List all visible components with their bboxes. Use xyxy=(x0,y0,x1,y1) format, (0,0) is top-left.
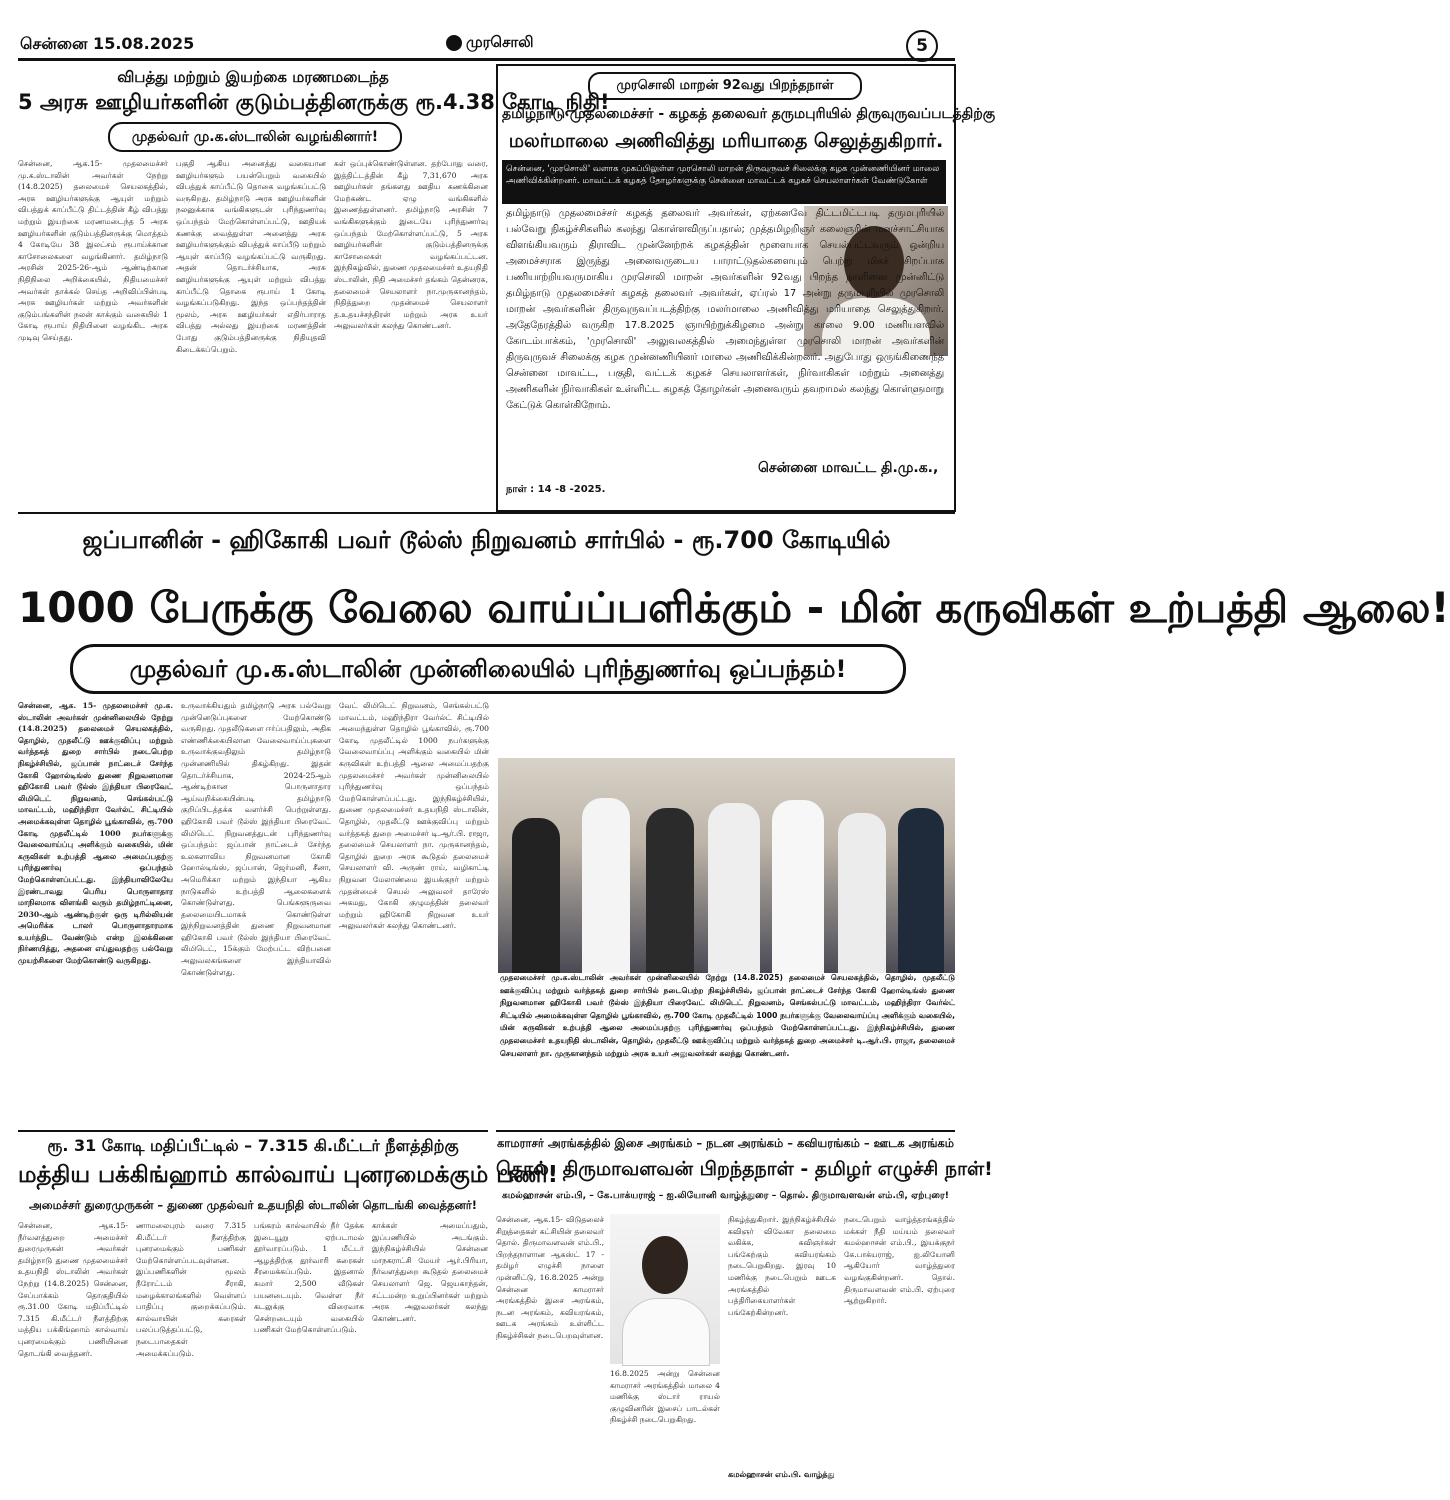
story-kicker: காமராசர் அரங்கத்தில் இசை அரங்கம் – நடன அரங்கம் – கவியரங்கம் – ஊடக அரங்கம் xyxy=(496,1136,955,1150)
story-maran-birthday xyxy=(496,64,996,512)
masthead-rule xyxy=(18,58,955,61)
thirumavalavan-photo xyxy=(610,1214,720,1364)
person-7 xyxy=(898,808,944,973)
paper-logo xyxy=(446,33,534,53)
section-rule xyxy=(18,512,955,514)
masthead xyxy=(0,0,972,58)
story-headline: மத்திய பக்கிங்ஹாம் கால்வாய் புனரமைக்கும் பணி! xyxy=(18,1162,559,1188)
kicker-box xyxy=(588,72,862,100)
portrait-face xyxy=(642,1236,688,1294)
story-kicker: ரூ. 31 கோடி மதிப்பீட்டில் – 7.315 கி.மீட்டர் நீளத்திற்கு xyxy=(47,1136,459,1155)
body-col-1: சென்னை, ஆக.15- நீர்வளத்துறை அமைச்சர் துரைமுருகன் அவர்கள் தமிழ்நாடு துணை முதலமைச்சர் உதயநிதி ஸ்டாலின் அவர்கள் நேற்று (14.8.2025) சென்னை, சேப்பாக்கம் தொகுதியில் ரூ.31.00 கோடி மதிப்பீட்டில் 7.315 கி.மீட்டர் நீளத்திற்கு மத்திய பக்கிங்ஹாம் கால்வாய் புனரமைக்கும் பணியினை தொடங்கி வைத்தனர். xyxy=(18,1221,128,1358)
notice-date: நாள் : 14 -8 -2025. xyxy=(506,484,606,495)
story-subhead: கமல்ஹாசன் எம்.பி, – கே.பாக்யராஜ் – ஐ.லியோனி வாழ்த்துரை – தொல். திருமாவளவன் எம்.பி, ஏற்புரை! xyxy=(502,1190,949,1201)
photo-caption: 16.8.2025 அன்று சென்னை காமராசர் அரங்கத்தில் மாலை 4 மணிக்கு ஸ்டார் ராயல் குழுவினரின் இசைப் பாடல்கள் நிகழ்ச்சி நடைபெறுகிறது. xyxy=(610,1369,720,1425)
person-3 xyxy=(646,808,694,973)
notice-body: தமிழ்நாடு முதலமைச்சர் கழகத் தலைவர் அவர்கள், ஏற்கனவே திட்டமிட்டபடி தருமபுரியில் பல்வேறு நிகழ்ச்சிகளில் கலந்து கொள்ளவிருப்பதால்; முத்தமிழறிஞர் கலைஞரின் மனச்சாட்சியாக விளங்கியவரும் திராவிட முன்னேற்றக் கழகத்தின் மூளையாக செயல்பட்டவரும் ஒன்றிய அமைச்சராக இருந்து அனைவருடைய பாராட்டுதல்களையும் பெற்று மிகச் சிறப்பாக பணியாற்றியவருமாகிய முரசொலி மாறன் அவர்களின் 92வது பிறந்த நாளினை முன்னிட்டு தமிழ்நாடு முதலமைச்சர் கழகத் தலைவர் அவர்கள், ஏப்ரல் 17 அன்று தருமபுரியில் முரசொலி மாறன் அவர்களின் திருவுருவப்படத்திற்கு மலர்மாலை அணிவித்து மரியாதை செலுத்துகிறார். அதேநேரத்தில் வருகிற 17.8.2025 ஞாயிற்றுக்கிழமை அன்று காலை 9.00 மணியளவில் கோடம்பாக்கம், 'முரசொலி' அலுவலகத்தில் அமைந்துள்ள முரசொலி மாறன் அவர்களின் திருவுருவச் சிலைக்கு கழக முன்னணியினர் மாலை அணிவிக்கின்றனர். அதுபோது ஒருங்கிணைந்த சென்னை மாவட்ட, பகுதி, வட்டக் கழகச் செயலாளர்கள், நிர்வாகிகள் மற்றும் அனைத்து அணிகளின் நிர்வாகிகள் உள்ளிட்ட கழகத் தோழர்கள் அனைவரும் தவறாமல் கலந்து கொள்ளுமாறு கேட்டுக் கொள்கிறோம். xyxy=(506,208,944,411)
story-subhead: முதல்வர் மு.க.ஸ்டாலின் வழங்கினார்! xyxy=(131,129,379,145)
person-1 xyxy=(512,818,560,973)
person-4 xyxy=(708,803,760,973)
person-2 xyxy=(582,798,630,973)
body-col-3: வேட் லிமிடெட் நிறுவனம், செங்கல்பட்டு மாவட்டம், மஹிந்திரா வேர்ல்ட் சிட்டியில் அமைந்துள்ள தொழில் பூங்காவில், ரூ.700 கோடி முதலீட்டில் 1000 நபர்களுக்கு வேலைவாய்ப்பு அளிக்கும் வகையில் மின் கருவிகள் உற்பத்தி ஆலை அமைப்பதற்கு முதலமைச்சர் அவர்கள் முன்னிலையில் புரிந்துணர்வு ஒப்பந்தம் மேற்கொள்ளப்பட்டது. இந்நிகழ்ச்சியில், துணை முதலமைச்சர் உதயநிதி ஸ்டாலின், தொழில், முதலீட்டு ஊக்குவிப்பு மற்றும் வர்த்தகத் துறை அமைச்சர் டி.ஆர்.பி. ராஜா, தலைமைச் செயலாளர் நா. முருகானந்தம், தொழில் துறை அரசு கூடுதல் தலைமைச் செயலாளர் வி. அருண் ராய், வழிகாட்டி நிறுவன மேலாண்மை இயக்குநர் மற்றும் முதன்மைச் செயல் அலுவலர் தாரேஸ் அகமது, கோகி குழுமத்தின் தலைவர் மற்றும் ஹிகோகி நிறுவன உயர் அலுவலர்கள் கலந்து கொண்டனர். xyxy=(339,701,489,931)
story-thirumavalavan-birthday xyxy=(496,1134,993,1494)
story-headline: 1000 பேருக்கு வேலை வாய்ப்பளிக்கும் - மின் கருவிகள் உற்பத்தி ஆலை! xyxy=(18,583,1450,632)
body-col-4: நடைபெறும் வாழ்த்தரங்கத்தில் மக்கள் நீதி மய்யம் தலைவர் கமல்ஹாசன் எம்.பி., இயக்குநர் கே.பாக்யராஜ், ஐ.லியோனி ஆகியோர் வாழ்த்துரை வழங்குகின்றனர். தொல். திருமாவளவன் எம்.பி. ஏற்புரை ஆற்றுகிறார். xyxy=(844,1215,955,1306)
person-6 xyxy=(838,813,886,973)
story-headline: 5 அரசு ஊழியர்களின் குடும்பத்தினருக்கு ரூ.4.38 கோடி நிதி! xyxy=(18,90,610,114)
body-col-1: சென்னை, ஆக.15- விடுதலைச் சிறுத்தைகள் கட்சியின் தலைவர் தொல். திருமாவளவன் எம்.பி., பிறந்தநாளான ஆகஸ்ட் 17 - தமிழர் எழுச்சி நாளை முன்னிட்டு, 16.8.2025 அன்று சென்னை காமராசர் அரங்கத்தில் இசை அரங்கம், நடன அரங்கம், கவியரங்கம், ஊடக அரங்கம் உள்ளிட்ட நிகழ்ச்சிகள் நடைபெறவுள்ளன. xyxy=(496,1215,604,1340)
person-5 xyxy=(772,800,824,973)
masthead-date: சென்னை 15.08.2025 xyxy=(20,34,195,53)
section-rule-lower-right xyxy=(496,1130,955,1132)
mou-signing-photo xyxy=(498,758,955,973)
story-kicker: விபத்து மற்றும் இயற்கை மரணமடைந்த xyxy=(117,68,389,86)
body-col-2: ணாமலைபுரம் வரை 7.315 கி.மீட்டர் நீளத்திற்கு புனரமைக்கும் பணிகள் மேற்கொள்ளப்படவுள்ளன. இப்பணிகளின் மூலம் நீரோட்டம் சீராகி, மழைக்காலங்களில் வெள்ளப் பாதிப்பு குறைக்கப்படும். கால்வாயின் கரைகள் பலப்படுத்தப்பட்டு, நடைபாதைகள் அமைக்கப்படும். xyxy=(136,1221,246,1358)
portrait-shirt xyxy=(622,1298,710,1366)
mini-caption: கமல்ஹாசன் எம்.பி. வாழ்த்து xyxy=(728,1470,835,1479)
body-col-4: காக்கள் அமைப்பதும், இப்பணியில் அடங்கும். இந்நிகழ்ச்சியில் சென்னை மாநகராட்சி மேயர் ஆர்.பிரியா, நீர்வளத்துறை கூடுதல் தலைமைச் செயலாளர் ஜெ. ஜெயகாந்தன், சட்டமன்ற உறுப்பினர்கள் மற்றும் அரசு அலுவலர்கள் கலந்து கொண்டனர். xyxy=(372,1221,488,1323)
story-subhead: அமைச்சர் துரைமுருகன் – துணை முதல்வர் உதயநிதி ஸ்டாலின் தொடங்கி வைத்தனர்! xyxy=(29,1198,477,1212)
paper-name: முரசொலி xyxy=(466,33,534,51)
notice-banner: சென்னை, 'முரசொலி' வளாக முகப்பிலுள்ள முரசொலி மாறன் திருவுருவச் சிலைக்கு கழக முன்னணியினர் மாலை அணிவிக்கின்றனர். மாவட்டக் கழகத் தோழர்களுக்கு சென்னை மாவட்டக் கழகச் செயலாளர்கள் வேண்டுகோள் xyxy=(502,160,946,204)
story-kicker: ஜப்பானின் - ஹிகோகி பவர் டூல்ஸ் நிறுவனம் சார்பில் - ரூ.700 கோடியில் xyxy=(82,526,891,554)
section-rule-lower-left xyxy=(18,1130,488,1132)
notice-signature: சென்னை மாவட்ட தி.மு.க., xyxy=(758,460,939,476)
story-kicker: முரசொலி மாறன் 92வது பிறந்தநாள் xyxy=(616,78,834,93)
body-col-1: சென்னை, ஆக. 15- முதலமைச்சர் மு.க. ஸ்டாலின் அவர்கள் முன்னிலையில் நேற்று (14.8.2025) தலைமைச் செயலகத்தில், தொழில், முதலீட்டு ஊக்குவிப்பு மற்றும் வர்த்தகத் துறை சார்பில் நடைபெற்ற நிகழ்ச்சியில், ஜப்பான் நாட்டைச் சேர்ந்த கோகி ஹோல்டிங்ஸ் துணை நிறுவனமான ஹிகோகி பவர் டூல்ஸ் இந்தியா பிரைவேட் லிமிடெட் நிறுவனம், செங்கல்பட்டு மாவட்டம், மஹிந்திரா வேர்ல்ட் சிட்டியில் அமைக்கவுள்ள தொழில் பூங்காவில், ரூ.700 கோடி முதலீட்டில் 1000 நபர்களுக்கு வேலைவாய்ப்பு அளிக்கும் வகையில், மின் கருவிகள் உற்பத்தி ஆலை அமைப்பதற்கு புரிந்துணர்வு ஒப்பந்தம் மேற்கொள்ளப்பட்டது. இந்தியாவிலேயே இரண்டாவது பெரிய பொருளாதார மாநிலமாக விளங்கி வரும் தமிழ்நாட்டினை, 2030-ஆம் ஆண்டிற்குள் ஒரு டிரில்லியன் அமெரிக்க டாலர் பொருளாதாரமாக உயர்த்திட வேண்டும் என்ற இலக்கினை நிர்ணயித்து, அதனை எய்துவதற்கு பல்வேறு முயற்சிகளை மேற்கொண்டு வருகிறது. xyxy=(18,701,173,966)
body-col-1: சென்னை, ஆக.15- முதலமைச்சர் மு.க.ஸ்டாலின் அவர்கள் நேற்று (14.8.2025) தலைமைச் செயலகத்தில், அரசு ஊழியர்களுக்கு ஆயுள் மற்றும் விபத்துக் காப்பீட்டு திட்டத்தின் கீழ் விபத்து மற்றும் இயற்கை மரணமடைந்த 5 அரசு ஊழியர்களின் குடும்பத்தினருக்கு மொத்தம் 4 கோடியே 38 இலட்சம் ரூபாய்க்கான காசோலைகளை வழங்கினார். தமிழ்நாடு அரசின் 2025-26-ஆம் ஆண்டிற்கான நிதிநிலை அறிக்கையில், நிதியமைச்சர் அவர்கள் தாக்கல் செய்த அறிவிப்பின்படி அரசு ஊழியர்கள் மற்றும் அவர்களின் குடும்பங்களின் நலன் காக்கும் வகையில் 1 கோடி ரூபாய் நிதியினை வழங்கிட அரசு முடிவு செய்தது. xyxy=(18,159,168,342)
body-col-3: பங்கரம் கால்வாயில் நீர் தேக்க இடையூறு ஏற்படாமல் தூர்வாரப்படும். 1 மீட்டர் ஆழத்திற்கு தூர்வாரி கரைகள் சீரமைக்கப்படும். இதனால் சுமார் 2,500 வீடுகள் பயனடையும். வெள்ள நீர் கடலுக்கு விரைவாக சென்றடையும் வகையில் பணிகள் மேற்கொள்ளப்படும். xyxy=(254,1221,364,1335)
body-col-2: உருவாக்கியதும் தமிழ்நாடு அரசு பல்வேறு முன்னெடுப்புகளை மேற்கொண்டு வருகிறது. முதலீடுகளை ஈர்ப்பதிலும், அதிக எண்ணிக்கையிலான வேலைவாய்ப்புகளை உருவாக்குவதிலும் தமிழ்நாடு முன்னணியில் திகழ்கிறது. இதன் தொடர்ச்சியாக, 2024-25ஆம் ஆண்டிற்கான பொருளாதார ஆய்வறிக்கையின்படி தமிழ்நாடு குறிப்பிடத்தக்க வளர்ச்சி பெற்றுள்ளது. ஹிகோகி பவர் டூல்ஸ் இந்தியா பிரைவேட் லிமிடெட் நிறுவனத்துடன் புரிந்துணர்வு ஒப்பந்தம்: ஜப்பான் நாட்டைச் சேர்ந்த உலகளாவிய நிறுவனமான கோகி ஹோல்டிங்ஸ், ஜப்பான், ஜெர்மனி, சீனா, அமெரிக்கா மற்றும் இந்தியா ஆகிய நாடுகளில் உற்பத்தி ஆலைகளைக் கொண்டுள்ளது. பெங்களூருவை தலைமையிடமாகக் கொண்டுள்ள இந்நிறுவனத்தின் துணை நிறுவனமான ஹிகோகி பவர் டூல்ஸ் இந்தியா பிரைவேட் லிமிடெட், 15க்கும் மேற்பட்ட விற்பனை அலுவலகங்களை இந்தியாவில் கொண்டுள்ளது. xyxy=(181,701,332,977)
sun-logo-icon xyxy=(446,35,462,51)
story-subhead: முதல்வர் மு.க.ஸ்டாலின் முன்னிலையில் புரிந்துணர்வு ஒப்பந்தம்! xyxy=(129,655,847,683)
page-number: 5 xyxy=(906,30,938,62)
subhead-box xyxy=(108,122,402,152)
story-headline: தொல். திருமாவளவன் பிறந்தநாள் - தமிழர் எழுச்சி நாள்! xyxy=(496,1158,993,1180)
story-headline-line1: தமிழ்நாடு முதலமைச்சர் - கழகத் தலைவர் தருமபுரியில் திருவுருவப்படத்திற்கு xyxy=(502,106,996,122)
body-col-2: பகுதி ஆகிய அனைத்து வகையான ஊழியர்களும் பயன்பெறும் வகையில் விபத்துக் காப்பீட்டு தொகை வழங்கப்பட்டு வருகிறது. தமிழ்நாடு அரசு ஊழியர்களின் நலனுக்காக வங்கிகளுடன் புரிந்துணர்வு ஒப்பந்தம் மேற்கொள்ளப்பட்டு, ஊதியக் கணக்கு வைத்துள்ள அனைத்து அரசு ஊழியர்களுக்கும் விபத்துக் காப்பீடு மற்றும் ஆயுள் காப்பீடு வழங்கப்பட்டு வருகிறது. அதன் தொடர்ச்சியாக, அரசு ஊழியர்களுக்கு ஆயுள் மற்றும் விபத்து காப்பீட்டு தொகை ரூபாய் 1 கோடி வழங்கப்படுகிறது. இந்த ஒப்பந்தத்தின் மூலம், அரசு ஊழியர்கள் எதிர்பாராத விபத்து அல்லது இயற்கை மரணத்தின் போது குடும்பத்தினருக்கு நிதியுதவி கிடைக்கப்பெறும். xyxy=(176,159,326,354)
body-col-3: கள் ஒப்புக்கொண்டுள்ளன. தற்போது வரை, இத்திட்டத்தின் கீழ் 7,31,670 அரசு ஊழியர்கள் தங்களது ஊதிய கணக்கினை மேற்கண்ட ஏழு வங்கிகளில் இணைத்துள்ளனர். தமிழ்நாடு அரசின் 7 வங்கிகளுக்கும் இடையே புரிந்துணர்வு ஒப்பந்தம் மேற்கொள்ளப்பட்டு, 5 அரசு ஊழியர்களின் குடும்பத்தினருக்கு காசோலைகள் வழங்கப்பட்டன. இந்நிகழ்வில், துணை முதலமைச்சர் உதயநிதி ஸ்டாலின், நிதி அமைச்சர் தங்கம் தென்னரசு, தலைமைச் செயலாளர் நா.முருகானந்தம், நிதித்துறை முதன்மைச் செயலாளர் த.உதயச்சந்திரன் மற்றும் அரசு உயர் அலுவலர்கள் கலந்து கொண்டனர். xyxy=(334,159,488,331)
photo-caption: முதலமைச்சர் மு.க.ஸ்டாலின் அவர்கள் முன்னிலையில் நேற்று (14.8.2025) தலைமைச் செயலகத்தில், தொழில், முதலீட்டு ஊக்குவிப்பு மற்றும் வர்த்தகத் துறை சார்பில் நடைபெற்ற நிகழ்ச்சியில், ஜப்பான் நாட்டைச் சேர்ந்த கோகி ஹோல்டிங்ஸ் துணை நிறுவனமான ஹிகோகி பவர் டூல்ஸ் இந்தியா பிரைவேட் லிமிடெட் நிறுவனம், செங்கல்பட்டு மாவட்டம், மஹிந்திரா வேர்ல்ட் சிட்டியில் அமைக்கவுள்ள தொழில் பூங்காவில், ரூ.700 கோடி முதலீட்டில் 1000 நபர்களுக்கு வேலைவாய்ப்பு அளிக்கும் வகையில், மின் கருவிகள் உற்பத்தி ஆலை அமைப்பதற்கு புரிந்துணர்வு ஒப்பந்தம் மேற்கொள்ளப்பட்டது. இந்நிகழ்ச்சியில், துணை முதலமைச்சர் உதயநிதி ஸ்டாலின், தொழில், முதலீட்டு ஊக்குவிப்பு மற்றும் வர்த்தகத் துறை அமைச்சர் டி.ஆர்.பி. ராஜா, தலைமைச் செயலாளர் நா. முருகானந்தம் மற்றும் அரசு உயர் அலுவலர்கள் கலந்து கொண்டனர். xyxy=(500,973,955,1058)
story-headline-line2: மலர்மாலை அணிவித்து மரியாதை செலுத்துகிறார். xyxy=(508,130,944,152)
subhead-box xyxy=(70,644,906,694)
story-hikoki-plant xyxy=(18,518,1450,977)
body-col-3: நிகழ்த்துகிறார். இந்நிகழ்ச்சியில் கவிஞர் விவேகா தலைமை வகிக்க, கவிஞர்கள் பங்கேற்கும் கவியரங்கம் நடைபெறுகிறது. இரவு 10 மணிக்கு நடைபெறும் ஊடக அரங்கத்தில் பத்திரிகையாளர்கள் பங்கேற்கின்றனர். xyxy=(728,1215,836,1317)
